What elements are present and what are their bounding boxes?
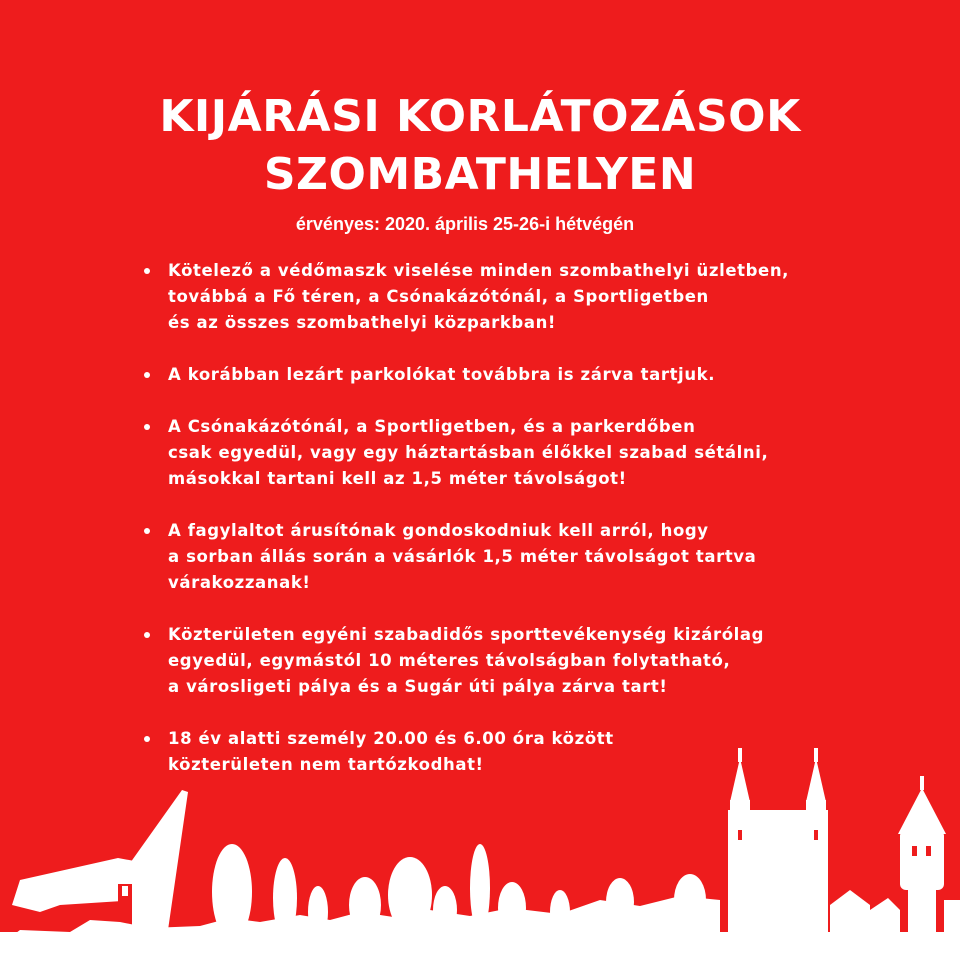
tree-11	[674, 874, 706, 926]
spire-left	[730, 758, 750, 802]
rule-3-line-3: másokkal tartani kell az 1,5 méter távolságot!	[168, 469, 627, 488]
tree-3	[308, 886, 328, 938]
tree-1	[212, 844, 252, 940]
rule-5-line-2: egyedül, egymástól 10 méteres távolságban folytatható,	[168, 651, 731, 670]
tower-right	[806, 800, 826, 830]
tree-9	[550, 890, 570, 934]
water-tower-tank	[900, 830, 944, 890]
rule-6-line-1: 18 év alatti személy 20.00 és 6.00 óra között	[168, 729, 614, 748]
monument-cross-v	[122, 886, 128, 896]
window-1	[738, 830, 742, 840]
tree-4	[349, 877, 381, 933]
rule-3-line-2: csak egyedül, vagy egy háztartásban élőkkel szabad sétálni,	[168, 443, 769, 462]
tree-2	[273, 858, 297, 938]
rule-item-4	[142, 518, 842, 596]
rule-5-line-3: a városligeti pálya és a Sugár úti pálya zárva tart!	[168, 677, 668, 696]
rule-4-line-3: várakozzanak!	[168, 573, 311, 592]
title-line-2: SZOMBATHELYEN	[263, 149, 697, 200]
tower-window-1	[912, 846, 917, 856]
water-tower-roof	[898, 788, 946, 834]
city-skyline-silhouette-icon	[0, 740, 960, 960]
tree-10	[606, 878, 634, 926]
window-2	[814, 830, 818, 840]
rule-6-line-2: közterületen nem tartózkodhat!	[168, 755, 484, 774]
right-block	[944, 900, 960, 960]
water-tower-top	[920, 776, 924, 790]
rule-item-3	[142, 414, 842, 492]
title-line-1: KIJÁRÁSI KORLÁTOZÁSOK	[159, 91, 801, 142]
rule-5-line-1: Közterületen egyéni szabadidős sporttevékenység kizárólag	[168, 625, 765, 644]
tree-8	[498, 882, 526, 934]
rule-item-2	[142, 362, 842, 388]
tree-7	[470, 844, 490, 932]
rule-item-5	[142, 622, 842, 700]
tree-6	[433, 886, 457, 934]
tower-left	[730, 800, 750, 830]
house-1	[830, 890, 870, 960]
cross-right	[814, 748, 818, 762]
rule-1-line-3: és az összes szombathelyi közparkban!	[168, 313, 557, 332]
rules-list	[142, 258, 842, 804]
rule-4-line-2: a sorban állás során a vásárlók 1,5 méter távolságot tartva	[168, 547, 757, 566]
rule-2-line-1: A korábban lezárt parkolókat továbbra is zárva tartjuk.	[168, 365, 716, 384]
rule-3-line-1: A Csónakázótónál, a Sportligetben, és a parkerdőben	[168, 417, 696, 436]
rule-1-line-1: Kötelező a védőmaszk viselése minden szombathelyi üzletben,	[168, 261, 790, 280]
water-tower-shaft	[908, 888, 936, 960]
validity-subtitle: érvényes: 2020. április 25-26-i hétvégén	[295, 214, 635, 234]
page-title	[0, 88, 960, 204]
tree-5	[388, 857, 432, 933]
rule-item-1	[142, 258, 842, 336]
dome-cross	[776, 812, 780, 826]
cross-left	[738, 748, 742, 762]
house-2	[870, 898, 900, 960]
rule-4-line-1: A fagylaltot árusítónak gondoskodniuk kell arról, hogy	[168, 521, 709, 540]
rule-1-line-2: továbbá a Fő téren, a Csónakázótónál, a Sportligetben	[168, 287, 709, 306]
spire-right	[806, 758, 826, 802]
cathedral-dome	[756, 822, 800, 858]
tower-window-2	[926, 846, 931, 856]
